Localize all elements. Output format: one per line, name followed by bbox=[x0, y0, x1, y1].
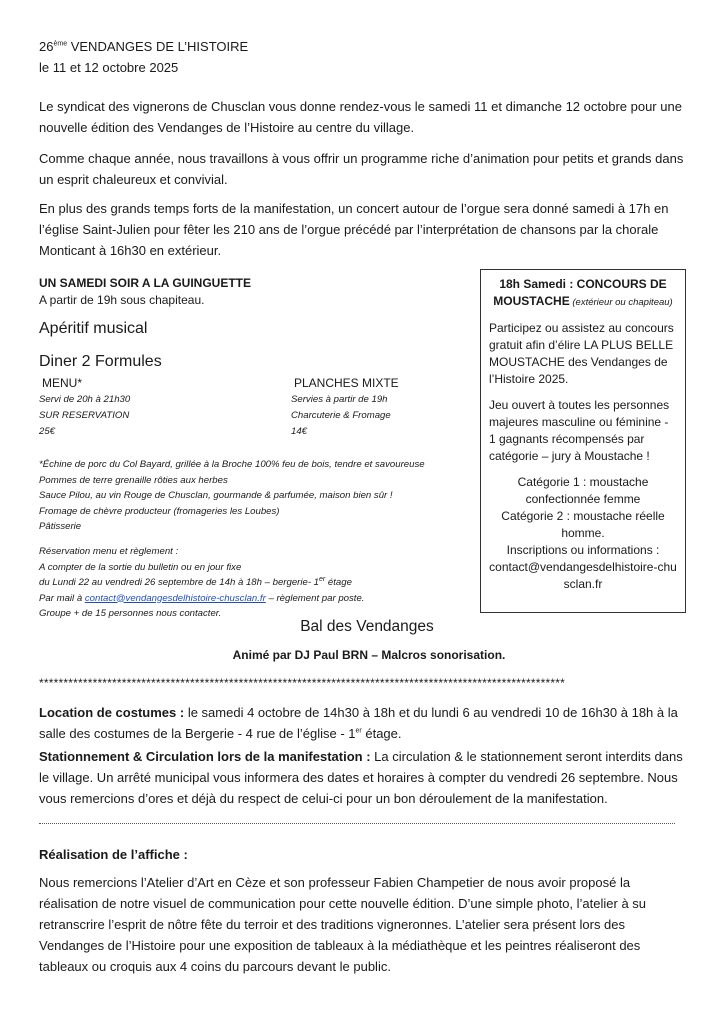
menu-reservation: SUR RESERVATION bbox=[39, 410, 130, 421]
costumes-paragraph bbox=[39, 702, 689, 744]
concours-heading-line bbox=[489, 293, 677, 311]
concours-heading-note: (extérieur ou chapiteau) bbox=[569, 297, 673, 308]
planches-time: Servies à partir de 19h bbox=[291, 394, 388, 405]
menu-detail-item: Sauce Pilou, au vin Rouge de Chusclan, gourmande & parfumée, maison bien sûr ! bbox=[39, 490, 393, 501]
menu-detail-item: Pommes de terre grenaille rôties aux herbes bbox=[39, 474, 228, 486]
costumes-text: le samedi 4 octobre de 14h30 à 18h et du lundi 6 au vendredi 10 de 16h30 à 18h à la salle des costumes de la Bergerie - 4 rue de l’église - 1 bbox=[39, 705, 678, 741]
bal-title: Bal des Vendanges bbox=[300, 618, 434, 635]
reservation-line-2-text: du Lundi 22 au vendredi 26 septembre de 14h à 18h – bergerie- 1 bbox=[39, 577, 320, 588]
reservation-group: Groupe + de 15 personnes nous contacter. bbox=[39, 608, 222, 619]
planches-title: PLANCHES MIXTE bbox=[294, 376, 399, 390]
reservation-mail-prefix: Par mail à bbox=[39, 592, 85, 604]
planches-price: 14€ bbox=[291, 426, 308, 437]
reservation-mail-suffix: – règlement par poste. bbox=[265, 592, 365, 604]
guinguette-title: UN SAMEDI SOIR A LA GUINGUETTE bbox=[39, 276, 252, 290]
concours-info: Inscriptions ou informations : bbox=[506, 543, 660, 557]
aperitif-heading: Apéritif musical bbox=[39, 320, 148, 337]
edition-title bbox=[39, 37, 248, 57]
stationnement-text: La circulation & le stationnement seront interdits dans le village. Un arrêté municipal vous informera des dates et horaires à compter du vendredi 26 septembre. Nous vous remercions d’ores et déjà du respect de celui-ci pour un bon déroulement de la manifestation. bbox=[39, 749, 683, 806]
event-dates: le 11 et 12 octobre 2025 bbox=[39, 60, 179, 75]
edition-number: 26 bbox=[39, 39, 54, 54]
menu-detail-item: *Échine de porc du Col Bayard, grillée à la Broche 100% feu de bois, tendre et savoureuse bbox=[39, 459, 425, 470]
concours-email[interactable]: contact@vendangesdelhistoire-chusclan.fr bbox=[489, 560, 677, 591]
separator-stars: ************************************************************************************************************ bbox=[39, 676, 565, 690]
reservation-line-1: A compter de la sortie du bulletin ou en jour fixe bbox=[39, 561, 242, 573]
concours-paragraph-2: Jeu ouvert à toutes les personnes majeures masculine ou féminine - 1 gagnants récompensés par catégorie – jury à Moustache ! bbox=[489, 398, 670, 463]
planches-content: Charcuterie & Fromage bbox=[291, 410, 391, 421]
menu-time: Servi de 20h à 21h30 bbox=[39, 394, 131, 405]
edition-sup: ème bbox=[53, 40, 68, 48]
affiche-paragraph: Nous remercions l’Atelier d’Art en Cèze et son professeur Fabien Champetier de nous avoir proposé la réalisation de notre visuel de communication pour cette nouvelle édition. D’une simple photo, l’atelier à su retranscrire l’esprit de nôtre fête du terroir et des traditions vigneronnes. L’atelier sera présent lors des Vendanges de l’Histoire pour une exposition de tableaux à la médiathèque et les peintres réaliseront des tableaux ou croquis aux 4 coins du parcours devant le public. bbox=[39, 875, 647, 974]
concours-category-2: Catégorie 2 : moustache réelle homme. bbox=[501, 509, 665, 540]
edition-name: VENDANGES DE L’HISTOIRE bbox=[70, 39, 249, 54]
concours-heading-word: MOUSTACHE bbox=[493, 294, 570, 308]
concours-category-1: Catégorie 1 : moustache confectionnée femme bbox=[517, 475, 649, 506]
diner-heading: Diner 2 Formules bbox=[39, 353, 162, 370]
reservation-block bbox=[39, 544, 469, 622]
intro-paragraph-2: Comme chaque année, nous travaillons à vous offrir un programme riche d’animation pour petits et grands dans un esprit chaleureux et convivial. bbox=[39, 151, 684, 187]
reservation-line-2-end: étage bbox=[325, 577, 352, 588]
guinguette-subtitle: A partir de 19h sous chapiteau. bbox=[39, 293, 205, 307]
bal-subtitle: Animé par DJ Paul BRN – Malcros sonorisation. bbox=[232, 648, 506, 662]
stationnement-label: Stationnement & Circulation lors de la manifestation : bbox=[39, 749, 371, 764]
concours-heading-time: 18h Samedi : CONCOURS DE bbox=[499, 277, 667, 291]
intro-paragraph-1: Le syndicat des vignerons de Chusclan vous donne rendez-vous le samedi 11 et dimanche 12 octobre pour une nouvelle édition des Vendanges de l’Histoire au centre du village. bbox=[39, 99, 682, 135]
stationnement-paragraph bbox=[39, 746, 689, 809]
reservation-line-2 bbox=[39, 575, 469, 591]
menu-title: MENU* bbox=[42, 376, 83, 390]
menu-detail-item: Pâtisserie bbox=[39, 521, 82, 532]
concours-box bbox=[480, 269, 686, 613]
reservation-email-link[interactable]: contact@vendangesdelhistoire-chusclan.fr bbox=[84, 592, 266, 604]
reservation-title: Réservation menu et règlement : bbox=[39, 546, 179, 557]
reservation-mail bbox=[39, 591, 469, 607]
dotted-divider bbox=[39, 823, 675, 824]
menu-details bbox=[39, 457, 469, 535]
menu-price: 25€ bbox=[39, 426, 56, 437]
costumes-label: Location de costumes : bbox=[39, 705, 185, 720]
intro-paragraph-3: En plus des grands temps forts de la manifestation, un concert autour de l’orgue sera donné samedi à 17h en l’église Saint-Julien pour fêter les 210 ans de l’orgue précédé par l’interprétation de chansons par la chorale Monticant à 16h30 en extérieur. bbox=[39, 201, 669, 258]
concours-paragraph-1: Participez ou assistez au concours gratuit afin d’élire LA PLUS BELLE MOUSTACHE des Vendanges de l’Histoire 2025. bbox=[489, 321, 674, 386]
menu-detail-item: Fromage de chèvre producteur (fromageries les Loubes) bbox=[39, 505, 280, 517]
costumes-sup: er bbox=[355, 727, 362, 735]
costumes-text-end: étage. bbox=[361, 726, 402, 741]
reservation-line-2-sup: er bbox=[319, 575, 326, 583]
affiche-title: Réalisation de l’affiche : bbox=[39, 847, 188, 862]
